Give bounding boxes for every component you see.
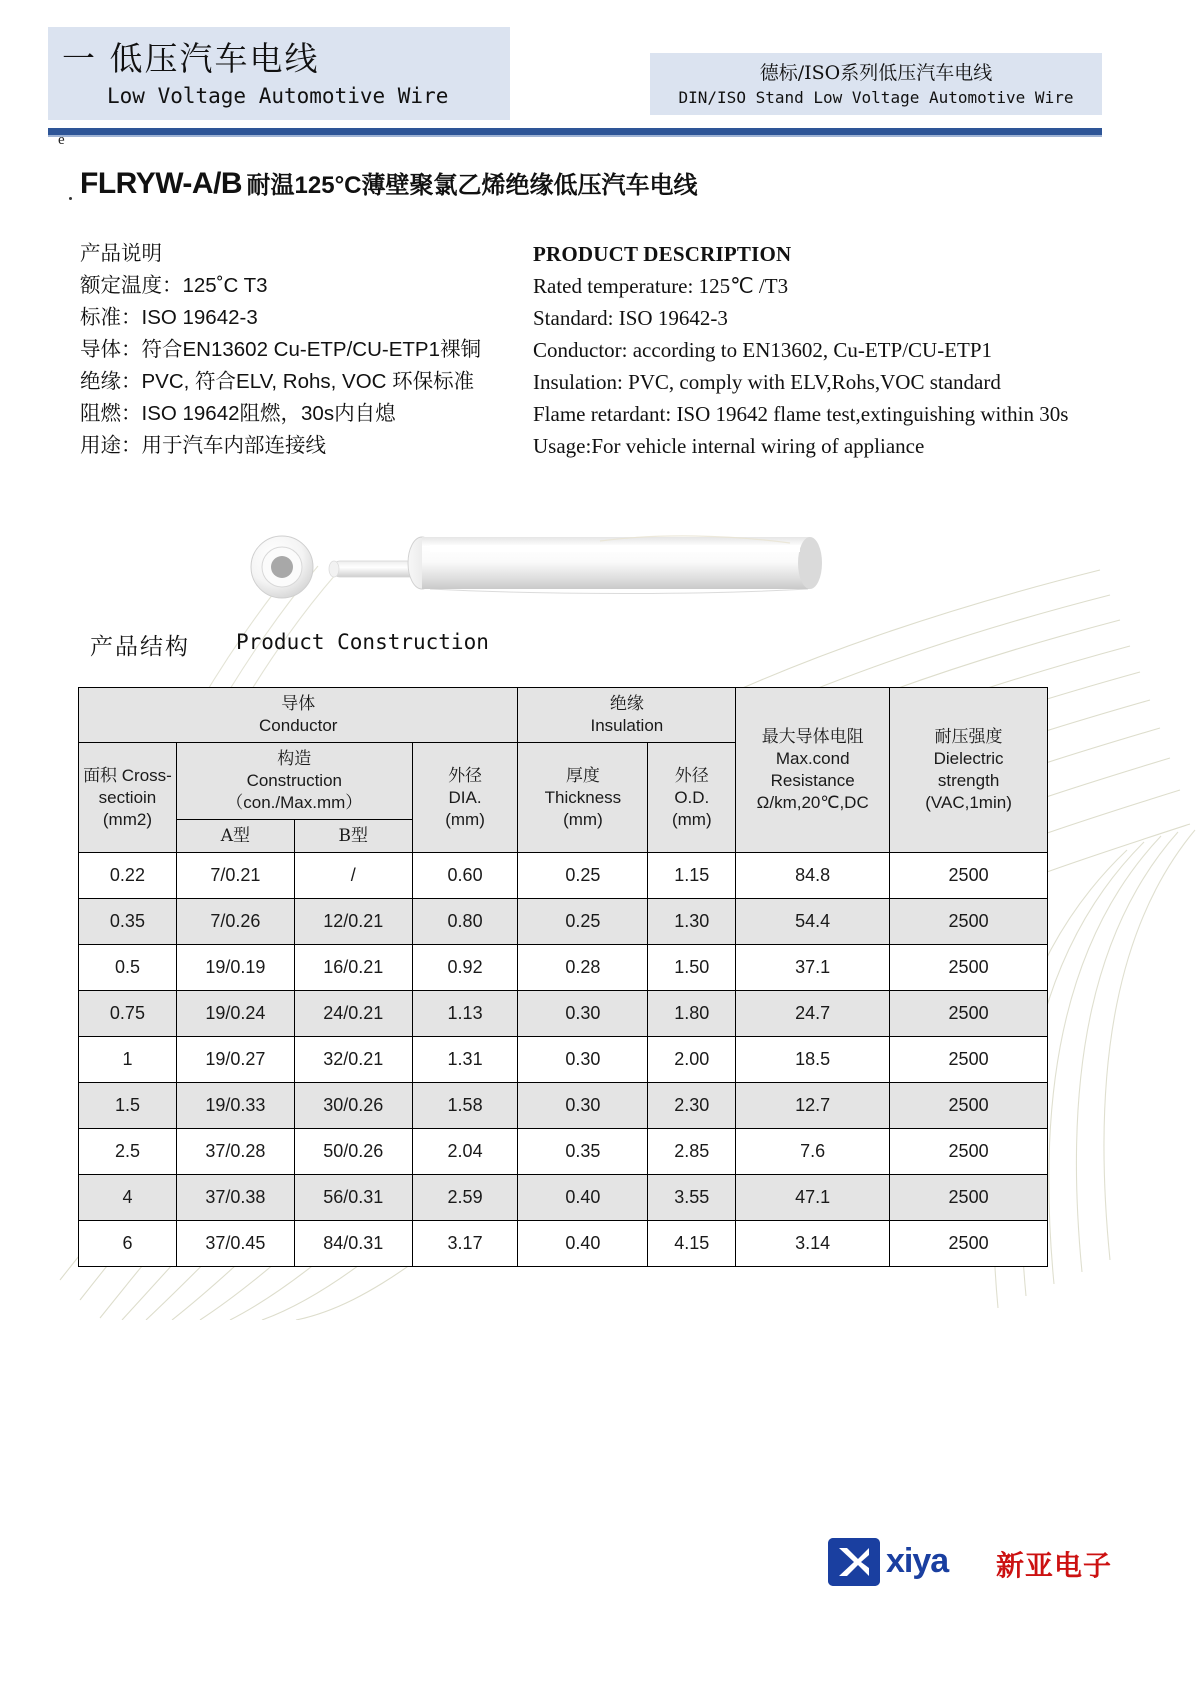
spec-cn-line-5: 用途：用于汽车内部连接线 [80,434,326,457]
cell-dielectric: 2500 [890,945,1048,991]
cell-dielectric: 2500 [890,1175,1048,1221]
header-divider-rule-thin [48,135,1102,137]
cell-area: 2.5 [79,1129,177,1175]
header-col-thickness [518,743,648,853]
header-col-type-a [176,820,294,853]
header-col-resistance-unit: Ω/km,20℃,DC [756,793,869,812]
cell-od: 3.55 [648,1175,736,1221]
cell-dia: 0.92 [412,945,518,991]
header-col-dia-cn: 外径 [448,765,483,786]
header-cn-title: 一 低压汽车电线 [62,39,320,78]
cell-od: 1.50 [648,945,736,991]
header-col-area [79,743,177,853]
spec-cn-line-3: 绝缘：PVC, 符合ELV, Rohs, VOC 环保标准 [80,370,475,393]
spec-en-line-4: Flame retardant: ISO 19642 flame test,extinguishing within 30s [533,402,1069,426]
spec-en-line-2: Conductor: according to EN13602, Cu-ETP/CU-ETP1 [533,338,993,362]
cell-od: 2.85 [648,1129,736,1175]
cell-dia: 1.58 [412,1083,518,1129]
logo-x-icon [828,1538,880,1586]
cell-area: 0.22 [79,853,177,899]
header-col-type-b-label: B型 [338,826,368,846]
cell-od: 2.30 [648,1083,736,1129]
header-col-dia-unit: (mm) [445,809,485,829]
cell-resistance: 54.4 [736,899,890,945]
header-group-conductor-cn: 导体 [281,694,316,714]
cell-dielectric: 2500 [890,1083,1048,1129]
header-col-dielectric-unit: (VAC,1min) [925,793,1012,812]
cell-thickness: 0.30 [518,1083,648,1129]
header-col-od-en: O.D. [674,787,710,807]
spec-block-en [533,238,1068,462]
cell-dia: 2.04 [412,1129,518,1175]
header-col-area-l3: (mm2) [102,809,152,829]
table-row [79,991,1048,1037]
cell-type-a: 7/0.21 [176,853,294,899]
cell-resistance: 18.5 [736,1037,890,1083]
cell-thickness: 0.25 [518,853,648,899]
table-row [79,1221,1048,1267]
cell-area: 1 [79,1037,177,1083]
cell-od: 1.30 [648,899,736,945]
table-group-header-row [79,688,1048,743]
header-group-insulation-en: Insulation [590,716,664,735]
cell-thickness: 0.40 [518,1221,648,1267]
spec-cn-line-4: 阻燃：ISO 19642阻燃，30s内自熄 [80,402,396,425]
cell-type-b: 24/0.21 [294,991,412,1037]
header-group-conductor [79,688,518,743]
cell-thickness: 0.30 [518,991,648,1037]
cell-area: 4 [79,1175,177,1221]
header-col-thickness-unit: (mm) [563,809,603,829]
cell-dia: 0.60 [412,853,518,899]
specification-table [78,687,1048,1267]
cell-resistance: 7.6 [736,1129,890,1175]
product-code: FLRYW-A/B [80,167,243,200]
cell-type-b: 84/0.31 [294,1221,412,1267]
header-col-construction [176,743,412,820]
header-col-resistance-en1: Max.cond [775,749,850,768]
header-right-en-title: DIN/ISO Stand Low Voltage Automotive Wire [678,88,1074,107]
spec-cn-line-2: 导体：符合EN13602 Cu-ETP/CU-ETP1裸铜 [80,338,481,361]
table-row [79,945,1048,991]
product-title [80,165,698,201]
cell-type-a: 19/0.33 [176,1083,294,1129]
header-group-conductor-en: Conductor [259,716,338,735]
cell-resistance: 24.7 [736,991,890,1037]
header-col-area-l1: 面积 Cross- [83,765,172,785]
table-head [79,688,1048,853]
header-col-resistance-cn: 最大导体电阻 [761,727,864,747]
header-col-dia [412,743,518,853]
cell-area: 0.5 [79,945,177,991]
table-body [79,853,1048,1267]
cell-thickness: 0.30 [518,1037,648,1083]
product-photo-wire [230,505,850,615]
header-col-construction-unit: （con./Max.mm） [226,793,363,812]
cell-type-a: 19/0.27 [176,1037,294,1083]
header-col-resistance-en2: Resistance [770,771,855,790]
spec-cn-heading: 产品说明 [80,242,162,265]
product-title-cn: 耐温125°C薄壁聚氯乙烯绝缘低压汽车电线 [246,172,698,199]
header-group-insulation-cn: 绝缘 [609,694,644,714]
header-col-dielectric [890,688,1048,853]
cell-resistance: 84.8 [736,853,890,899]
cell-dielectric: 2500 [890,853,1048,899]
spec-cn-line-1: 标准：ISO 19642-3 [80,306,258,329]
spec-en-line-3: Insulation: PVC, comply with ELV,Rohs,VOC standard [533,370,1001,394]
cell-type-b: 50/0.26 [294,1129,412,1175]
cell-thickness: 0.40 [518,1175,648,1221]
cell-type-a: 19/0.24 [176,991,294,1037]
cell-area: 0.75 [79,991,177,1037]
header-col-construction-cn: 构造 [277,749,312,769]
header-divider-rule [48,128,1102,135]
header-right-cn-title: 德标/ISO系列低压汽车电线 [759,62,993,84]
table-row [79,1037,1048,1083]
cell-dielectric: 2500 [890,991,1048,1037]
cell-dielectric: 2500 [890,1129,1048,1175]
cell-dia: 3.17 [412,1221,518,1267]
cell-area: 1.5 [79,1083,177,1129]
table-row [79,1129,1048,1175]
header-col-thickness-en: Thickness [544,787,622,807]
spec-en-line-0: Rated temperature: 125℃ /T3 [533,274,789,298]
spec-en-line-1: Standard: ISO 19642-3 [533,306,728,330]
header-col-dielectric-en1: Dielectric [933,749,1004,768]
cell-thickness: 0.35 [518,1129,648,1175]
table-row [79,1083,1048,1129]
bullet-dot [69,197,72,200]
cell-od: 4.15 [648,1221,736,1267]
table-row [79,853,1048,899]
cell-dia: 0.80 [412,899,518,945]
construction-label-en: Product Construction [236,630,489,654]
header-col-od-unit: (mm) [671,809,712,829]
logo-brand-text: xiya [886,1542,949,1580]
header-group-insulation [518,688,736,743]
cell-type-a: 37/0.45 [176,1221,294,1267]
header-col-dielectric-en2: strength [937,771,1000,790]
header-col-od-cn: 外径 [674,765,709,786]
spec-block-cn [80,238,481,462]
cell-resistance: 37.1 [736,945,890,991]
cell-type-a: 37/0.38 [176,1175,294,1221]
header-col-dielectric-cn: 耐压强度 [934,727,1003,747]
stray-character: e [58,132,65,148]
header-col-area-l2: sectioin [98,787,157,807]
cell-area: 0.35 [79,899,177,945]
cell-dielectric: 2500 [890,1037,1048,1083]
cell-resistance: 47.1 [736,1175,890,1221]
header-col-type-a-label: A型 [220,826,250,846]
cell-type-a: 7/0.26 [176,899,294,945]
cell-type-b: 16/0.21 [294,945,412,991]
cell-type-a: 19/0.19 [176,945,294,991]
logo-brand-cn: 新亚电子 [996,1549,1113,1582]
cell-type-b: 12/0.21 [294,899,412,945]
cell-dielectric: 2500 [890,899,1048,945]
header-col-type-b [294,820,412,853]
cell-thickness: 0.25 [518,899,648,945]
cell-thickness: 0.28 [518,945,648,991]
cell-type-b: / [294,853,412,899]
cell-type-a: 37/0.28 [176,1129,294,1175]
construction-label-cn: 产品结构 [90,634,190,660]
cell-type-b: 30/0.26 [294,1083,412,1129]
spec-en-line-5: Usage:For vehicle internal wiring of appliance [533,434,925,458]
cell-od: 1.80 [648,991,736,1037]
header-col-od [648,743,736,853]
company-logo [828,1538,1128,1590]
cell-area: 6 [79,1221,177,1267]
table-row [79,1175,1048,1221]
cell-dielectric: 2500 [890,1221,1048,1267]
header-en-title: Low Voltage Automotive Wire [107,84,449,108]
header-col-thickness-cn: 厚度 [565,765,600,786]
specification-table-wrapper [78,687,1048,1267]
spec-en-heading: PRODUCT DESCRIPTION [533,242,792,266]
table-row [79,899,1048,945]
cell-od: 2.00 [648,1037,736,1083]
header-col-construction-en: Construction [246,771,342,790]
cell-resistance: 3.14 [736,1221,890,1267]
cell-resistance: 12.7 [736,1083,890,1129]
cell-dia: 1.31 [412,1037,518,1083]
cell-dia: 1.13 [412,991,518,1037]
cell-type-b: 56/0.31 [294,1175,412,1221]
header-col-dia-en: DIA. [448,787,482,807]
header-col-resistance [736,688,890,853]
cell-dia: 2.59 [412,1175,518,1221]
cell-type-b: 32/0.21 [294,1037,412,1083]
spec-cn-line-0: 额定温度：125˚C T3 [80,274,268,297]
cell-od: 1.15 [648,853,736,899]
